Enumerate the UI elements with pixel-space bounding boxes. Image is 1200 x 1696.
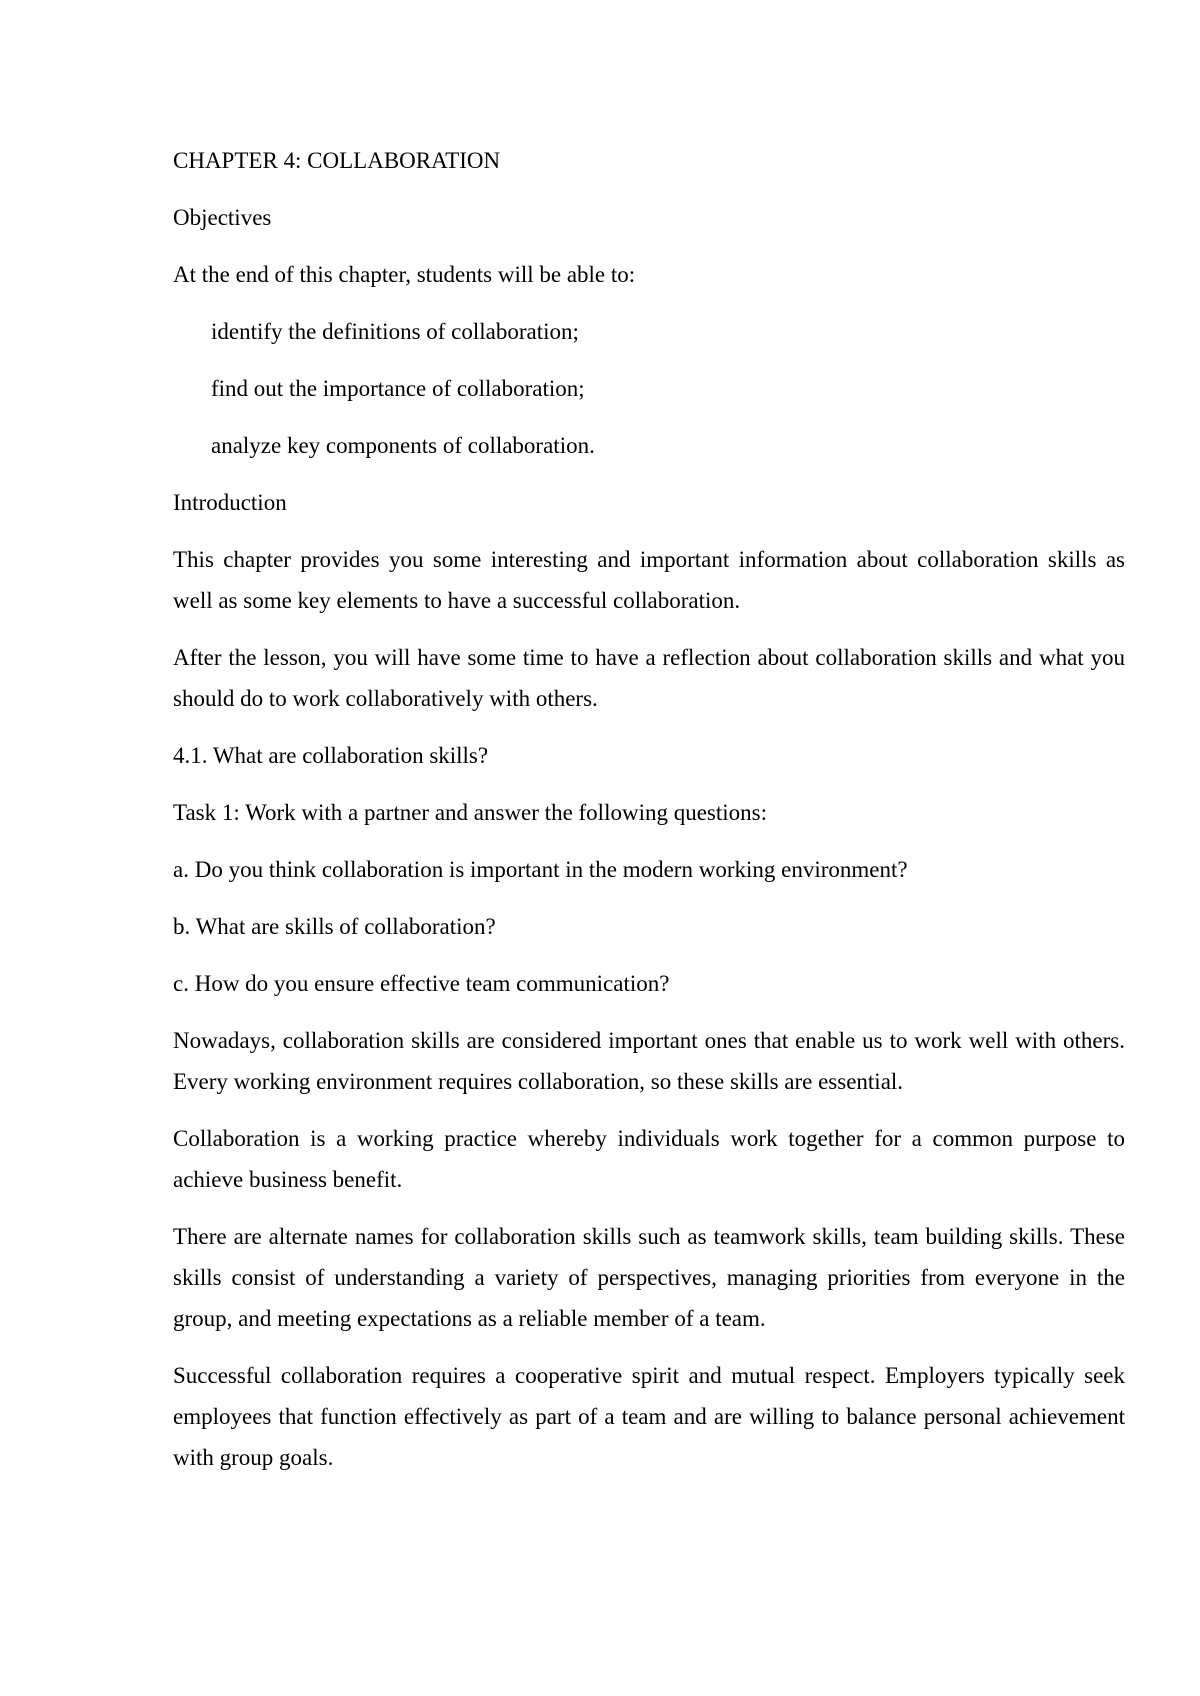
task-question: c. How do you ensure effective team communication? [173,971,670,996]
objective-item: identify the definitions of collaboration; [211,319,579,344]
section-heading: 4.1. What are collaboration skills? [173,743,489,768]
introduction-heading: Introduction [173,490,287,515]
task-question: a. Do you think collaboration is important in the modern working environment? [173,857,908,882]
body-paragraph: There are alternate names for collaboration skills such as teamwork skills, team building skills. These skills consist of understanding a variety of perspectives, managing priorities from everyone in the group, and meeting expectations as a reliable member of a team. [173,1224,1125,1331]
objective-item: analyze key components of collaboration. [211,433,595,458]
body-paragraph: Nowadays, collaboration skills are considered important ones that enable us to work well with others. Every working environment requires collaboration, so these skills are essential. [173,1028,1125,1094]
introduction-paragraph: After the lesson, you will have some time to have a reflection about collaboration skills and what you should do to work collaboratively with others. [173,645,1125,711]
chapter-title: CHAPTER 4: COLLABORATION [173,148,501,173]
task-instruction: Task 1: Work with a partner and answer the following questions: [173,800,767,825]
objectives-intro: At the end of this chapter, students will be able to: [173,262,636,287]
task-question: b. What are skills of collaboration? [173,914,496,939]
objective-item: find out the importance of collaboration; [211,376,585,401]
body-paragraph: Successful collaboration requires a cooperative spirit and mutual respect. Employers typically seek employees that function effectively as part of a team and are willing to balance personal achievement with group goals. [173,1363,1125,1470]
objectives-heading: Objectives [173,205,272,230]
body-paragraph: Collaboration is a working practice whereby individuals work together for a common purpose to achieve business benefit. [173,1126,1125,1192]
introduction-paragraph: This chapter provides you some interesting and important information about collaboration skills as well as some key elements to have a successful collaboration. [173,547,1125,613]
document-page [173,140,1125,1494]
